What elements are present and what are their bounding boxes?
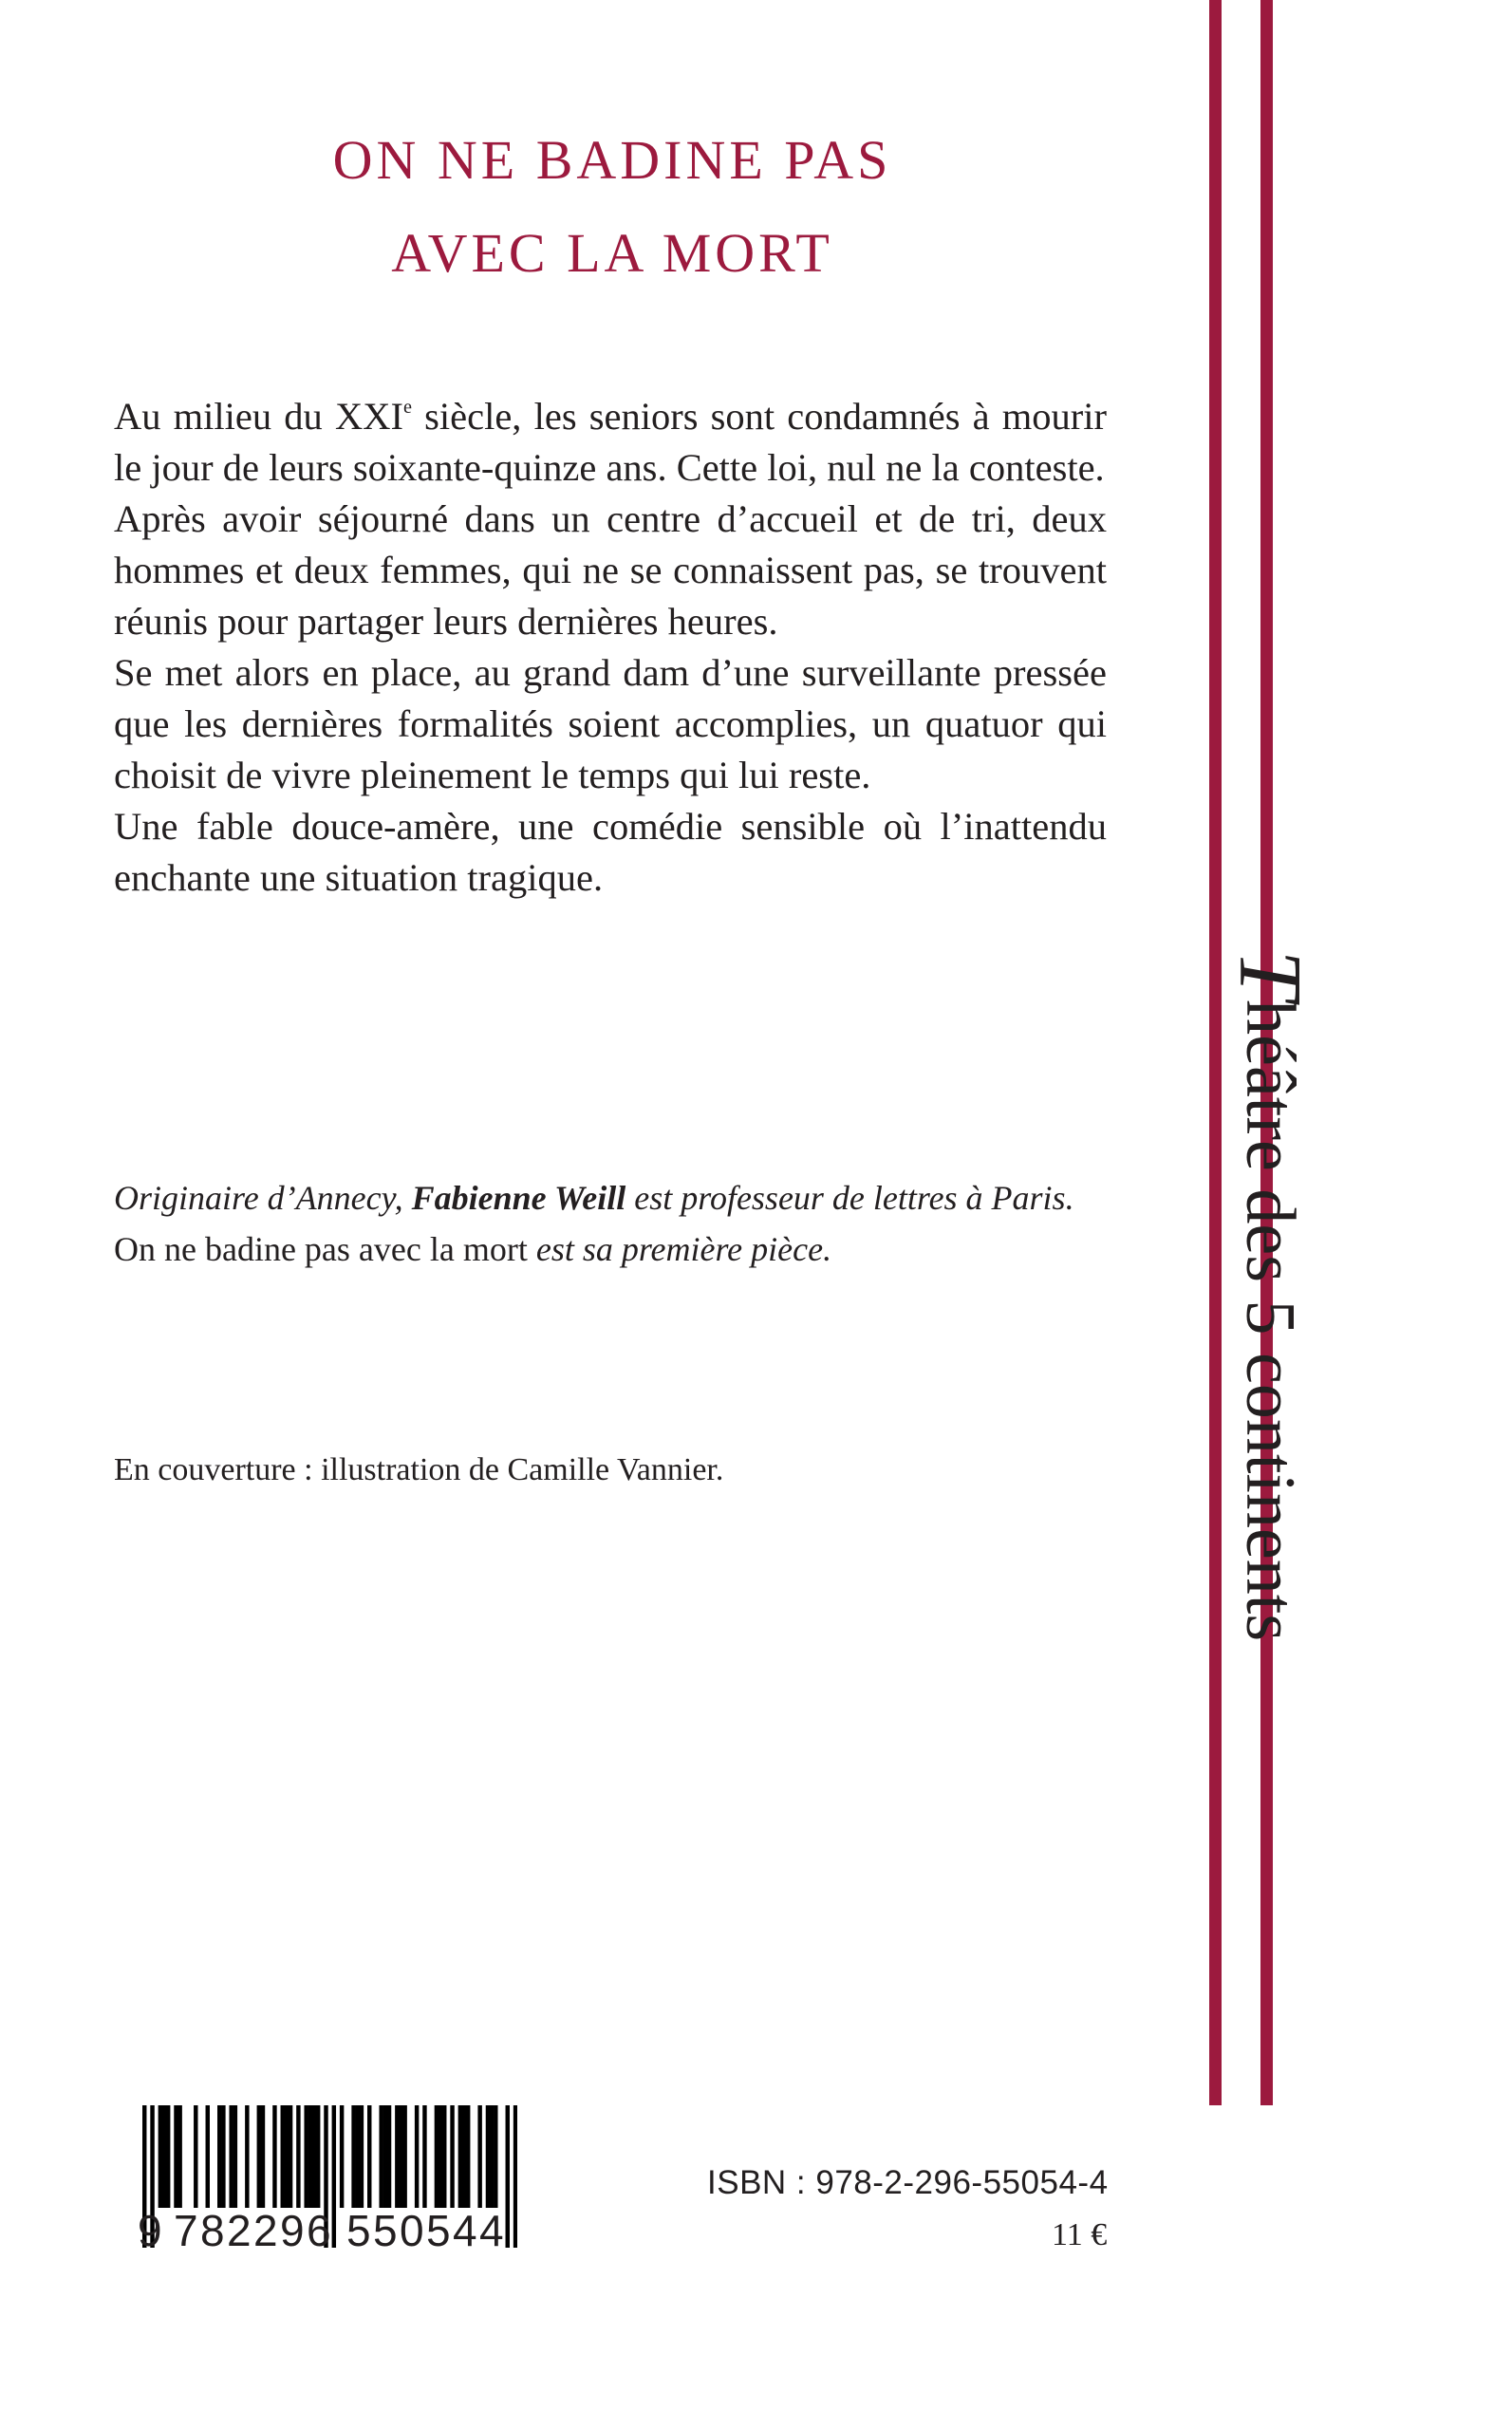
- cover-credit: En couverture : illustration de Camille Vannier.: [114, 1452, 724, 1487]
- barcode-bar: [360, 2105, 364, 2208]
- barcode-bar: [415, 2105, 419, 2208]
- barcode-digit: 4: [479, 2206, 504, 2255]
- barcode-bar: [462, 2105, 466, 2208]
- barcode-digit: 2: [253, 2206, 278, 2255]
- barcode-bar: [387, 2105, 391, 2208]
- barcode-bar: [289, 2105, 292, 2208]
- barcode-digit: 5: [426, 2206, 451, 2255]
- barcode-bar: [206, 2105, 210, 2208]
- barcode-digit: 8: [200, 2206, 225, 2255]
- synopsis-paragraph-2: Après avoir séjourné dans un centre d’accueil et de tri, deux hommes et deux femmes, qui ne se connaissent pas, se trouvent réunis pour partager leurs dernières heures.: [114, 497, 1107, 643]
- barcode-digit: 7: [174, 2206, 198, 2255]
- barcode-digit: 9: [280, 2206, 305, 2255]
- barcode-bar: [422, 2105, 426, 2208]
- barcode-bar: [399, 2105, 402, 2208]
- barcode-bar: [367, 2105, 371, 2208]
- barcode-bar: [351, 2105, 355, 2208]
- barcode-digit: 0: [400, 2206, 424, 2255]
- synopsis-paragraph-1: Au milieu du XXIe siècle, les seniors sont condamnés à mourir le jour de leurs soixante-quinze ans. Cette loi, nul ne la conteste.: [114, 395, 1108, 489]
- barcode-bar: [257, 2105, 261, 2208]
- barcode-bar: [316, 2105, 320, 2208]
- barcode-bar: [312, 2105, 316, 2208]
- isbn: ISBN : 978-2-296-55054-4: [707, 2164, 1109, 2201]
- book-title-line-1: ON NE BADINE PAS: [332, 129, 892, 191]
- barcode-bar: [340, 2105, 344, 2208]
- barcode-digit: 5: [346, 2206, 371, 2255]
- barcode-bar: [177, 2105, 181, 2208]
- barcode-bar: [477, 2105, 481, 2208]
- barcode-bar: [490, 2105, 494, 2208]
- barcode-bar: [272, 2105, 276, 2208]
- synopsis-paragraph-3: Se met alors en place, au grand dam d’une surveillante pressée que les dernières formalités soient accomplies, un quatuor qui choisit de vivre pleinement le temps qui lui reste.: [114, 651, 1107, 796]
- barcode-bar: [217, 2105, 221, 2208]
- barcode-bar: [308, 2105, 312, 2208]
- synopsis: [114, 391, 1107, 904]
- synopsis-paragraph-4: Une fable douce-amère, une comédie sensible où l’inattendu enchante une situation tragique.: [114, 805, 1107, 899]
- author-bio: Originaire d’Annecy, Fabienne Weill est professeur de lettres à Paris. On ne badine pas avec la mort est sa première pièce.: [114, 1179, 1074, 1268]
- barcode-bar: [162, 2105, 166, 2208]
- barcode-digit: 6: [307, 2206, 331, 2255]
- barcode-bar: [304, 2105, 308, 2208]
- barcode-bar: [442, 2105, 446, 2208]
- barcode-bar: [229, 2105, 233, 2208]
- collection-initial: T: [1221, 949, 1319, 1000]
- barcode-digit: 9: [138, 2206, 162, 2255]
- barcode-bar: [285, 2105, 289, 2208]
- barcode-bar: [281, 2105, 285, 2208]
- barcode-bar: [356, 2105, 360, 2208]
- collection-name: [1218, 869, 1322, 1723]
- author-name: Fabienne Weill: [411, 1179, 626, 1217]
- century-superscript: e: [402, 396, 412, 418]
- barcode-digit: 5: [373, 2206, 398, 2255]
- barcode-bar: [159, 2105, 162, 2208]
- book-title-line-2: AVEC LA MORT: [391, 222, 833, 284]
- barcode-bar: [174, 2105, 177, 2208]
- barcode-digit: 2: [227, 2206, 252, 2255]
- barcode-bar: [166, 2105, 170, 2208]
- barcode-bar: [395, 2105, 399, 2208]
- barcode-bar: [383, 2105, 387, 2208]
- work-title: On ne badine pas avec la mort: [114, 1230, 528, 1268]
- barcode-bar: [450, 2105, 454, 2208]
- price: 11 €: [1052, 2217, 1108, 2252]
- barcode-bar: [245, 2105, 249, 2208]
- barcode-bar: [261, 2105, 265, 2208]
- barcode-bar: [379, 2105, 383, 2208]
- collection-rest: héâtre des 5 continents: [1231, 999, 1310, 1642]
- barcode-bar: [296, 2105, 300, 2208]
- barcode-bar: [233, 2105, 237, 2208]
- barcode-bar: [402, 2105, 406, 2208]
- barcode-bar: [458, 2105, 462, 2208]
- barcode-bar: [221, 2105, 225, 2208]
- barcode-digit: 4: [453, 2206, 477, 2255]
- barcode-digits: [138, 2202, 527, 2259]
- barcode-bar: [194, 2105, 197, 2208]
- barcode-bar: [466, 2105, 470, 2208]
- barcode-bar: [494, 2105, 497, 2208]
- barcode-bar: [439, 2105, 442, 2208]
- barcode-bar: [486, 2105, 490, 2208]
- barcode-bar: [435, 2105, 439, 2208]
